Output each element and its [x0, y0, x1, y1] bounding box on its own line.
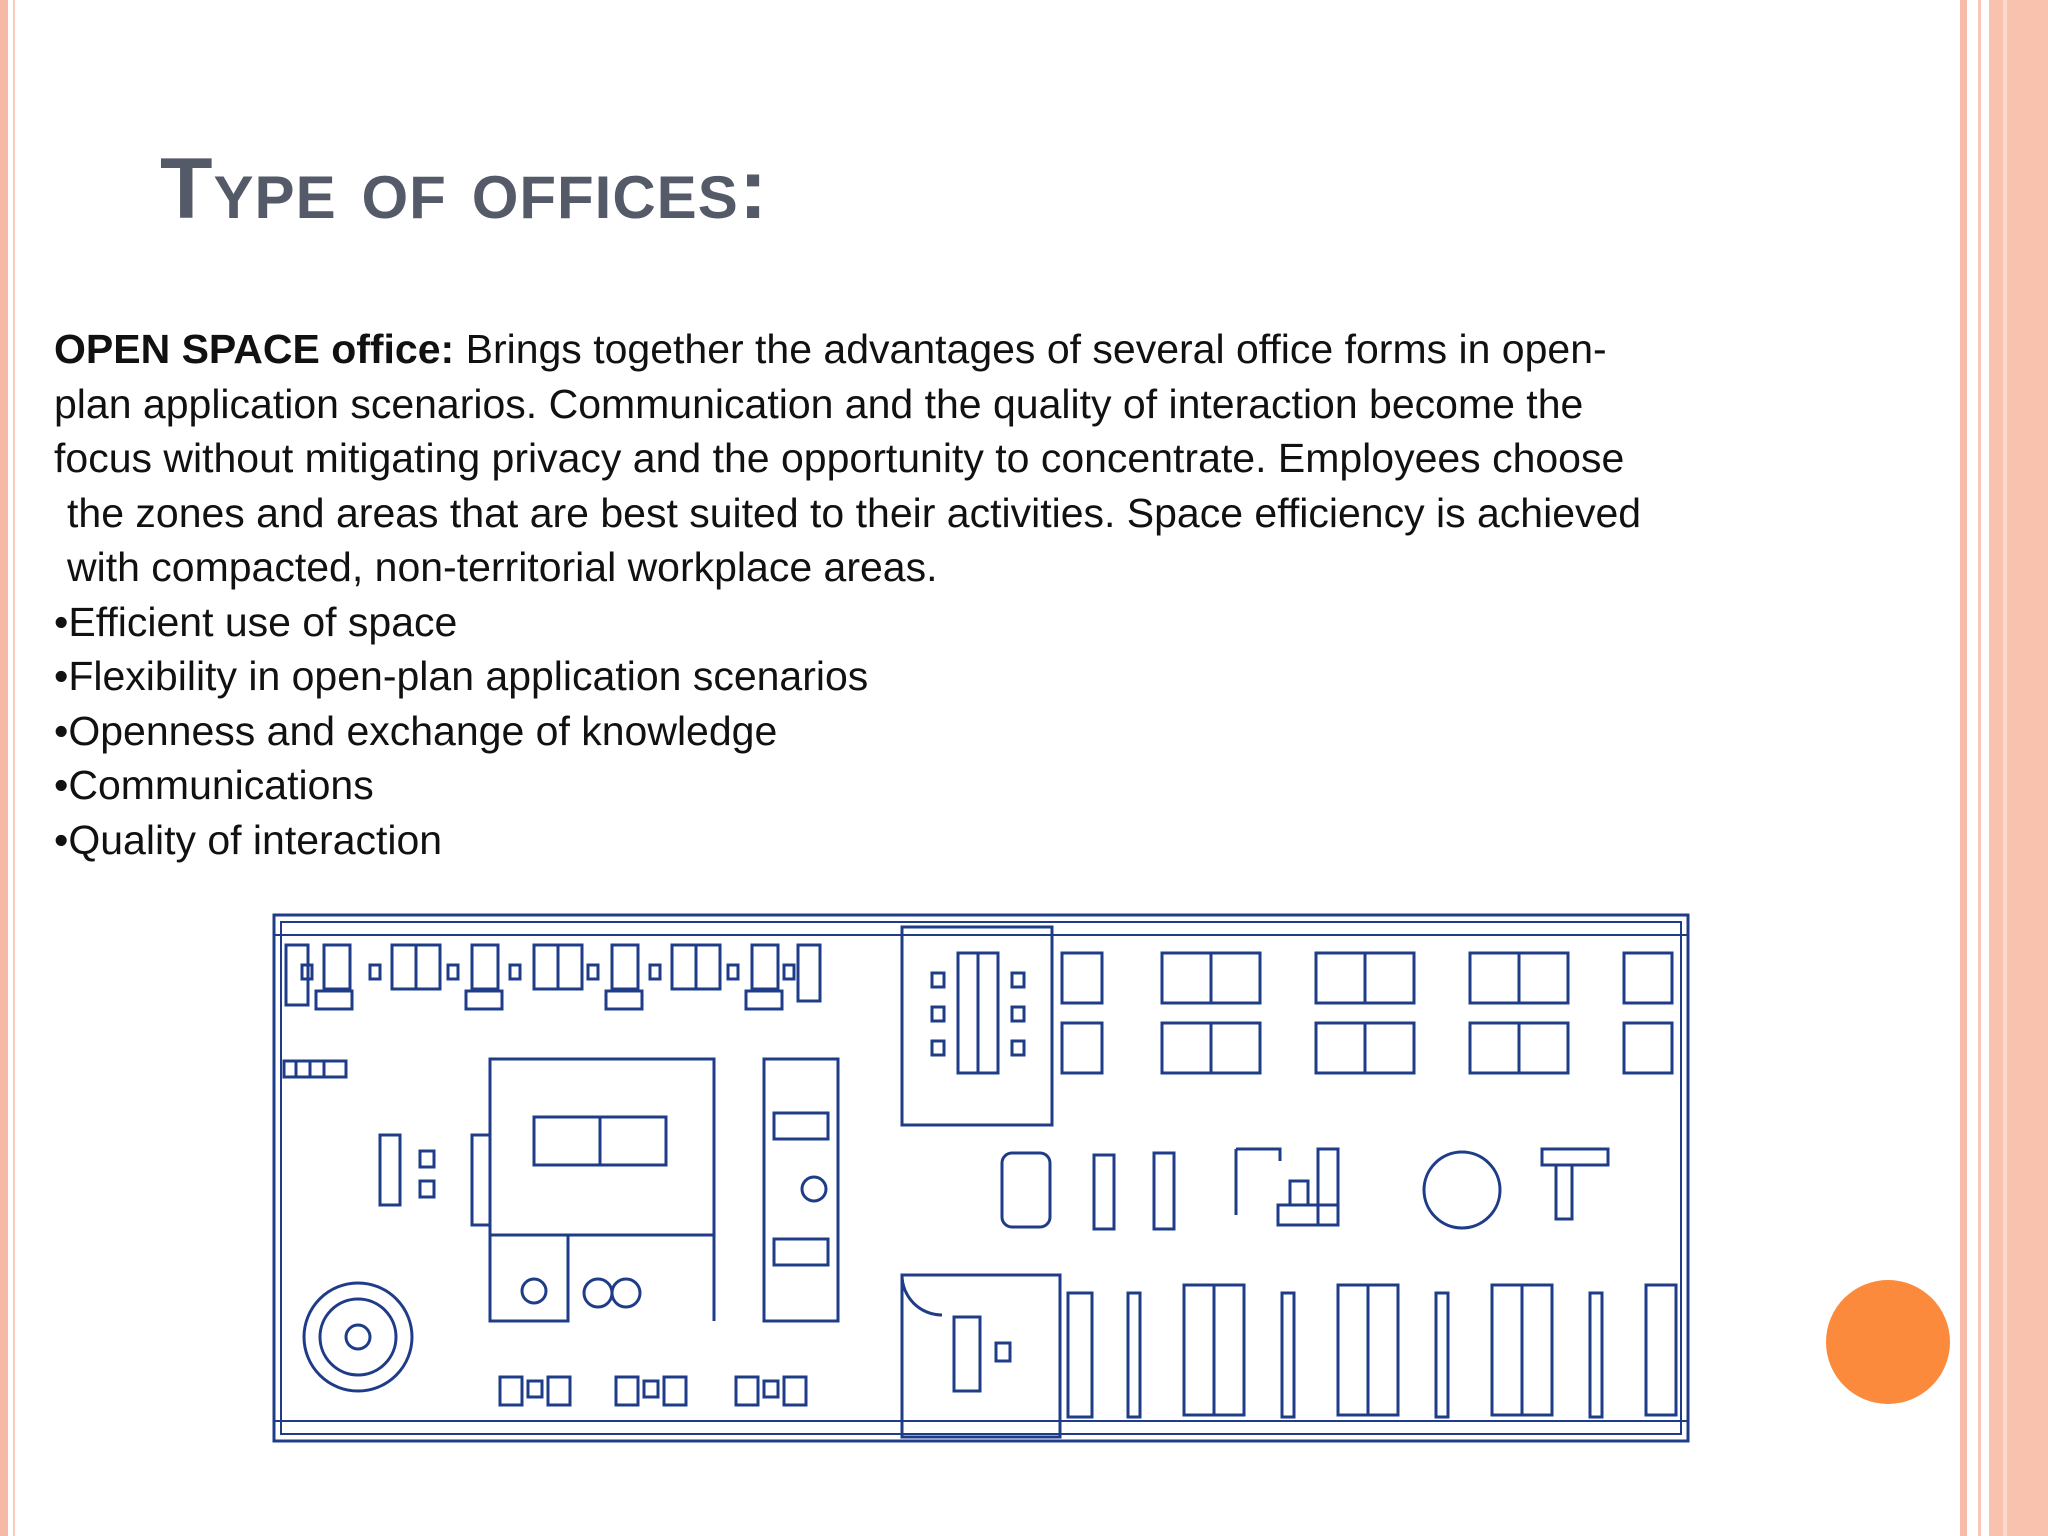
slide-border-right-middle — [1978, 0, 1981, 1536]
bullet-item: •Communications — [54, 762, 374, 808]
slide-border-right-highlight — [2003, 0, 2007, 1536]
slide-border-right-outer — [1960, 0, 1967, 1536]
paragraph-text-1: Brings together the advantages of several office forms in open- — [454, 326, 1607, 372]
paragraph-line-4: the zones and areas that are best suited to their activities. Space efficiency is achieved — [67, 489, 1642, 536]
slide-body — [54, 322, 1854, 867]
bullet-item: •Openness and exchange of knowledge — [54, 707, 778, 754]
bullet-item: •Flexibility in open-plan application scenarios — [54, 653, 869, 699]
office-floor-plan-icon — [272, 913, 1692, 1445]
paragraph-line-2: plan application scenarios. Communication and the quality of interaction become the — [54, 380, 1584, 427]
paragraph-line-1 — [54, 322, 1854, 377]
paragraph-lead: OPEN SPACE office: — [54, 326, 455, 372]
bullet-list — [54, 595, 1854, 868]
bullet-item: •Quality of interaction — [54, 816, 443, 863]
paragraph-line-3: focus without mitigating privacy and the opportunity to concentrate. Employees choose — [54, 435, 1625, 481]
slide-title: Type of offices: — [160, 141, 769, 237]
paragraph-line-5: with compacted, non-territorial workplace areas. — [67, 544, 938, 590]
bullet-item: •Efficient use of space — [54, 598, 458, 645]
slide-border-left-inner — [13, 0, 15, 1536]
slide-border-right-band — [1989, 0, 2048, 1536]
accent-dot — [1826, 1280, 1950, 1404]
slide-border-left — [0, 0, 8, 1536]
